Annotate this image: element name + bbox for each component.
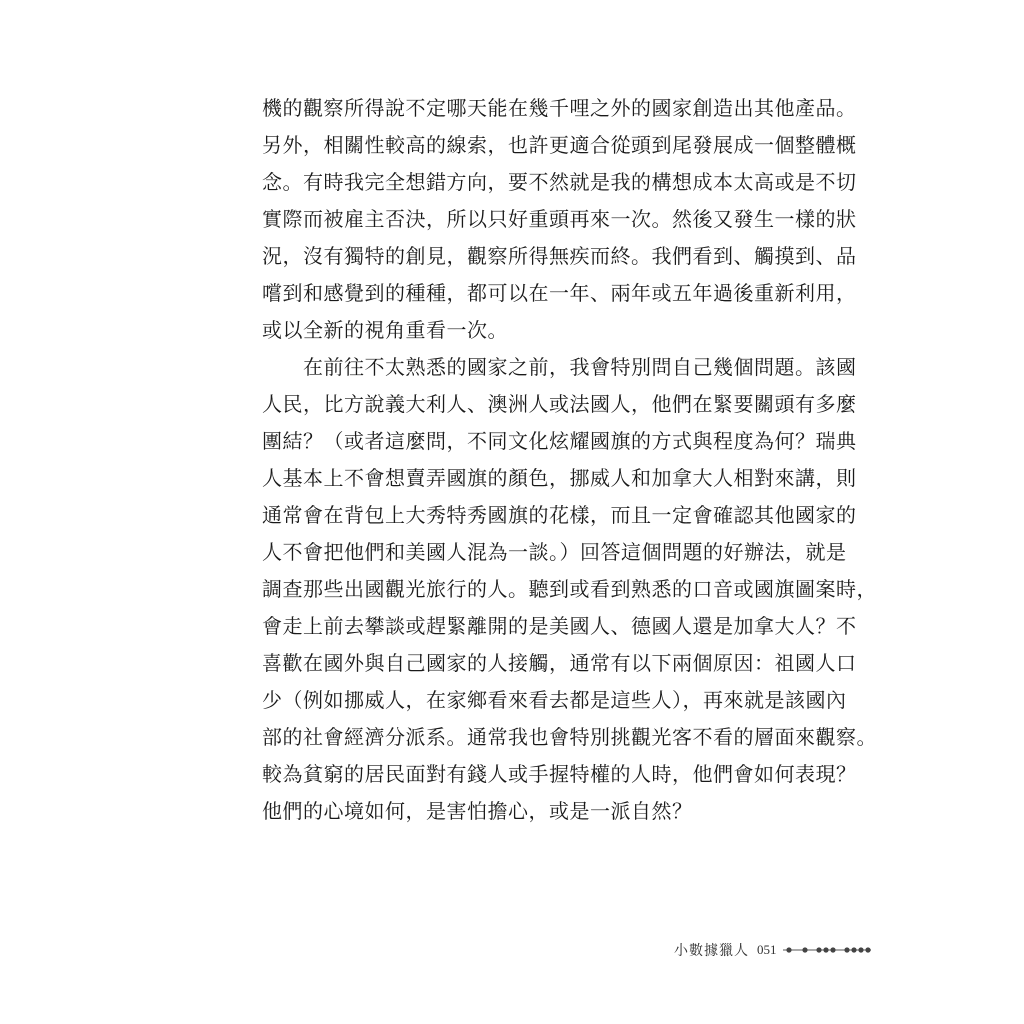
text-line: 較為貧窮的居民面對有錢人或手握特權的人時，他們會如何表現？ xyxy=(262,762,857,786)
text-line: 嚐到和感覺到的種種，都可以在一年、兩年或五年過後重新利用， xyxy=(262,281,857,305)
text-line: 機的觀察所得說不定哪天能在幾千哩之外的國家創造出其他產品。 xyxy=(262,96,857,120)
text-line: 團結？（或者這麼問，不同文化炫耀國旗的方式與程度為何？瑞典 xyxy=(262,429,857,453)
text-line: 會走上前去攀談或趕緊離開的是美國人、德國人還是加拿大人？不 xyxy=(262,614,857,638)
text-line: 或以全新的視角重看一次。 xyxy=(262,318,508,342)
text-line: 少（例如挪威人，在家鄉看來看去都是這些人），再來就是該國內 xyxy=(262,688,847,712)
page-footer xyxy=(674,938,873,962)
text-line: 人基本上不會想賣弄國旗的顏色，挪威人和加拿大人相對來講，則 xyxy=(262,466,857,490)
text-line: 實際而被雇主否決，所以只好重頭再來一次。然後又發生一樣的狀 xyxy=(262,207,857,231)
text-line: 另外，相關性較高的線索，也許更適合從頭到尾發展成一個整體概 xyxy=(262,133,857,157)
text-line: 他們的心境如何，是害怕擔心，或是一派自然？ xyxy=(262,799,693,823)
text-line: 部的社會經濟分派系。通常我也會特別挑觀光客不看的層面來觀察。 xyxy=(262,725,877,749)
paragraph-1 xyxy=(262,90,857,349)
text-line: 在前往不太熟悉的國家之前，我會特別問自己幾個問題。該國 xyxy=(262,355,857,379)
body-text xyxy=(262,90,877,830)
text-line: 念。有時我完全想錯方向，要不然就是我的構想成本太高或是不切 xyxy=(262,170,857,194)
text-line: 喜歡在國外與自己國家的人接觸，通常有以下兩個原因：祖國人口 xyxy=(262,651,857,675)
running-title: 小數據獵人 xyxy=(674,943,749,959)
text-line: 通常會在背包上大秀特秀國旗的花樣，而且一定會確認其他國家的 xyxy=(262,503,857,527)
page-number: 051 xyxy=(757,942,777,957)
paragraph-2 xyxy=(262,349,877,830)
text-line: 調查那些出國觀光旅行的人。聽到或看到熟悉的口音或國旗圖案時， xyxy=(262,577,877,601)
text-line: 況，沒有獨特的創見，觀察所得無疾而終。我們看到、觸摸到、品 xyxy=(262,244,857,268)
text-line: 人民，比方說義大利人、澳洲人或法國人，他們在緊要關頭有多麼 xyxy=(262,392,857,416)
text-line: 人不會把他們和美國人混為一談。）回答這個問題的好辦法，就是 xyxy=(262,540,847,564)
dot-ornament-icon xyxy=(783,945,873,955)
